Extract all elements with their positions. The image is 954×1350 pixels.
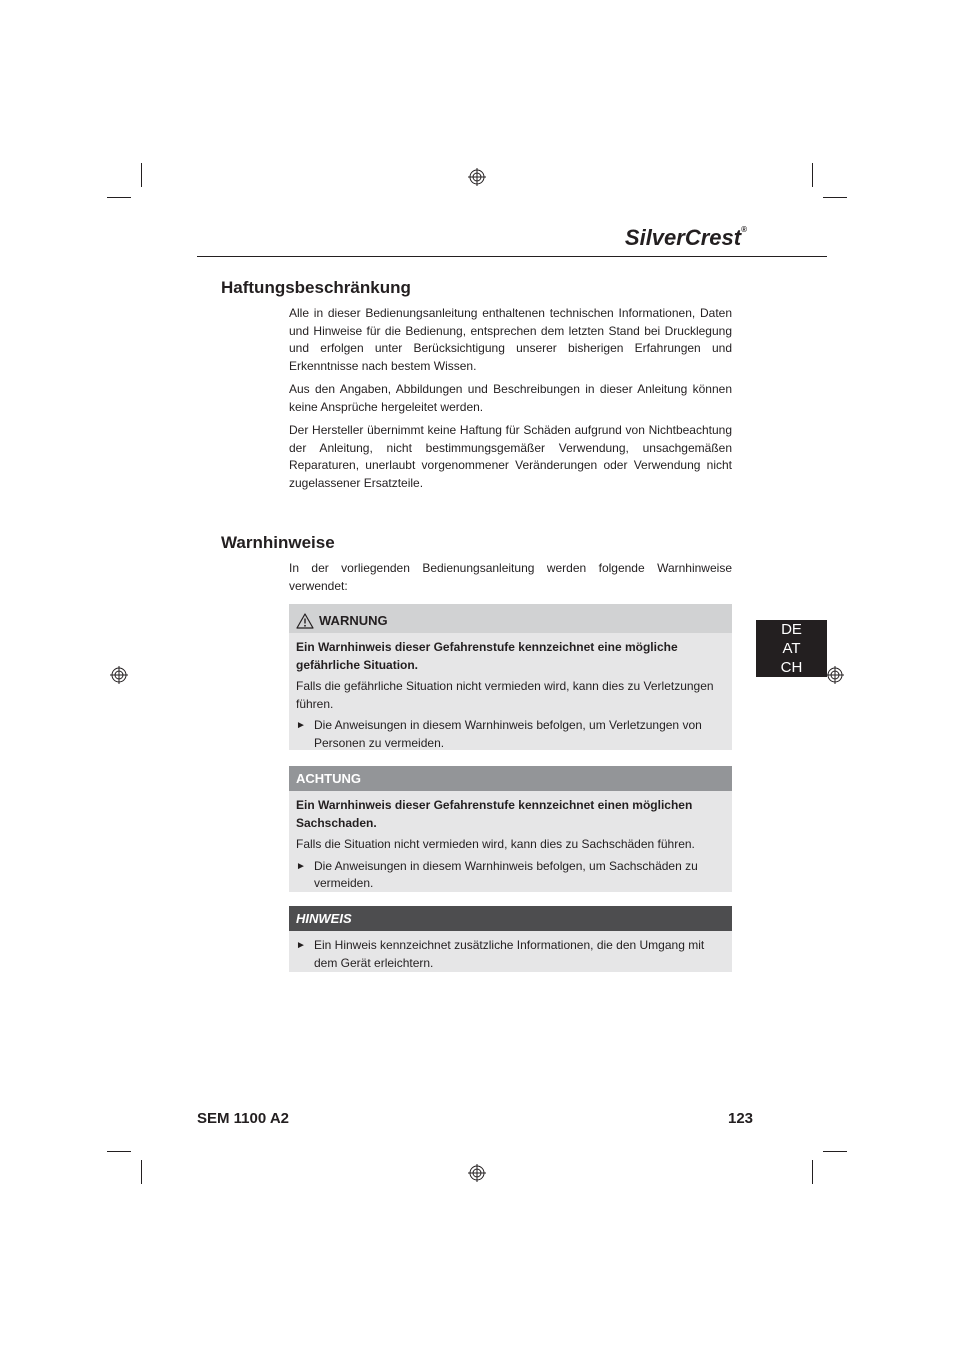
caution-box-body <box>289 791 732 892</box>
warning-box-bold-text: Ein Warnhinweis dieser Gefahrenstufe kennzeichnet eine mögliche gefährliche Situation. <box>296 640 678 672</box>
footer-model: SEM 1100 A2 <box>197 1110 289 1127</box>
registration-mark-icon <box>826 666 844 684</box>
language-tab-line: CH <box>780 659 803 676</box>
warnings-intro: In der vorliegenden Bedienungsanleitung werden folgende Warnhinweise verwendet: <box>289 561 732 593</box>
warning-triangle-icon <box>296 613 314 629</box>
section-title-warnings: Warnhinweise <box>221 533 335 552</box>
crop-mark <box>812 163 813 187</box>
registration-mark-icon <box>468 1164 486 1182</box>
footer-page-number: 123 <box>728 1110 754 1127</box>
caution-box-label: ACHTUNG <box>296 771 361 786</box>
bullet-arrow-icon: ► <box>296 720 306 731</box>
brand-logo-text: SilverCrest <box>624 225 742 250</box>
note-box-label: HINWEIS <box>296 911 352 926</box>
caution-box-text: Falls die Situation nicht vermieden wird, kann dies zu Sachschäden führen. <box>296 837 695 851</box>
language-tab <box>756 620 827 677</box>
crop-mark <box>107 197 131 198</box>
crop-mark <box>107 1151 131 1152</box>
liability-paragraph-2: Aus den Angaben, Abbildungen und Beschreibungen in dieser Anleitung können keine Ansprüche hergeleitet werden. <box>289 382 732 414</box>
warning-box-bullet <box>296 717 724 752</box>
warning-box-bullet-text: Die Anweisungen in diesem Warnhinweis befolgen, um Verletzungen von Personen zu vermeiden. <box>314 718 702 750</box>
crop-mark <box>823 197 847 198</box>
liability-paragraph-3: Der Hersteller übernimmt keine Haftung für Schäden aufgrund von Nichtbeachtung der Anleitung, nicht bestimmungsgemäßer Verwendung, unsachgemäßen Reparaturen, unerlaubt vorgenommener Veränderungen oder Verwendung nicht zugelassener Ersatzteile. <box>289 423 732 490</box>
note-box <box>289 906 732 972</box>
warning-box <box>289 604 732 750</box>
registration-mark-icon <box>468 168 486 186</box>
registration-mark-icon <box>110 666 128 684</box>
warning-box-text: Falls die gefährliche Situation nicht vermieden wird, kann dies zu Verletzungen führen. <box>296 679 714 711</box>
bullet-arrow-icon: ► <box>296 860 306 872</box>
brand-logo: SilverCrest® <box>624 225 747 250</box>
caution-box <box>289 766 732 892</box>
crop-mark <box>141 1160 142 1184</box>
language-tab-line: DE <box>781 621 802 638</box>
header-rule <box>197 256 827 257</box>
language-tab-line: AT <box>782 640 801 657</box>
caution-box-bullet-text: Die Anweisungen in diesem Warnhinweis befolgen, um Sachschäden zu vermeiden. <box>314 858 698 890</box>
warning-box-label: WARNUNG <box>319 613 388 628</box>
note-box-header <box>289 906 732 931</box>
caution-box-bullet <box>296 858 724 893</box>
crop-mark <box>812 1160 813 1184</box>
note-box-bullet <box>296 937 724 972</box>
warning-box-header <box>289 604 732 633</box>
crop-mark <box>141 163 142 187</box>
note-box-body <box>289 931 732 972</box>
caution-box-bold-text: Ein Warnhinweis dieser Gefahrenstufe kennzeichnet einen möglichen Sachschaden. <box>296 798 693 830</box>
liability-paragraph-1: Alle in dieser Bedienungsanleitung enthaltenen technischen Informationen, Daten und Hinweise für die Bedienung, entsprechen dem letzten Stand bei Drucklegung und erfolgen unter Berücksichtigung unserer bisherigen Erfahrungen und Erkenntnisse nach bestem Wissen. <box>289 306 732 373</box>
bullet-arrow-icon: ► <box>296 940 306 951</box>
crop-mark <box>823 1151 847 1152</box>
warning-box-body <box>289 633 732 750</box>
caution-box-header <box>289 766 732 791</box>
section-title-liability: Haftungsbeschränkung <box>221 278 411 297</box>
note-box-bullet-text: Ein Hinweis kennzeichnet zusätzliche Informationen, die den Umgang mit dem Gerät erleichtern. <box>314 938 705 970</box>
